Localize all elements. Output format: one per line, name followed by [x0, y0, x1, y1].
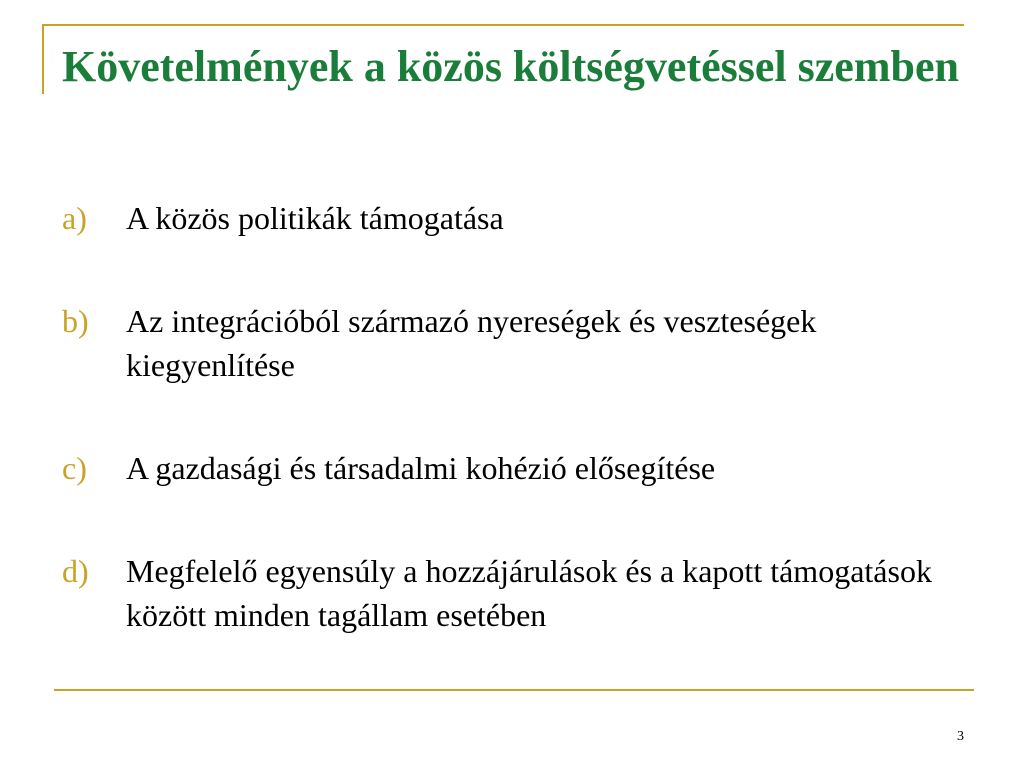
- bottom-divider-line: [54, 689, 974, 691]
- list-item-text: Megfelelő egyensúly a hozzájárulások és a kapott támogatások között minden tagállam esetében: [126, 553, 932, 633]
- list-item-text: Az integrációból származó nyereségek és veszteségek kiegyenlítése: [126, 303, 817, 383]
- list-item: [62, 196, 962, 240]
- list-item-text: A közös politikák támogatása: [126, 200, 504, 236]
- list-item: [62, 446, 962, 490]
- list-item-marker: b): [62, 303, 89, 339]
- list-item-marker: d): [62, 553, 89, 589]
- requirements-list: [62, 196, 962, 637]
- list-item-text: A gazdasági és társadalmi kohézió elősegítése: [126, 450, 716, 486]
- slide-title: Követelmények a közös költségvetéssel szemben: [62, 42, 959, 91]
- list-item: [62, 299, 962, 387]
- left-frame-line: [42, 24, 44, 94]
- list-item: [62, 549, 962, 637]
- list-item-marker: c): [62, 450, 87, 486]
- top-frame-line: [42, 24, 964, 26]
- page-number: 3: [957, 729, 964, 744]
- list-item-marker: a): [62, 200, 87, 236]
